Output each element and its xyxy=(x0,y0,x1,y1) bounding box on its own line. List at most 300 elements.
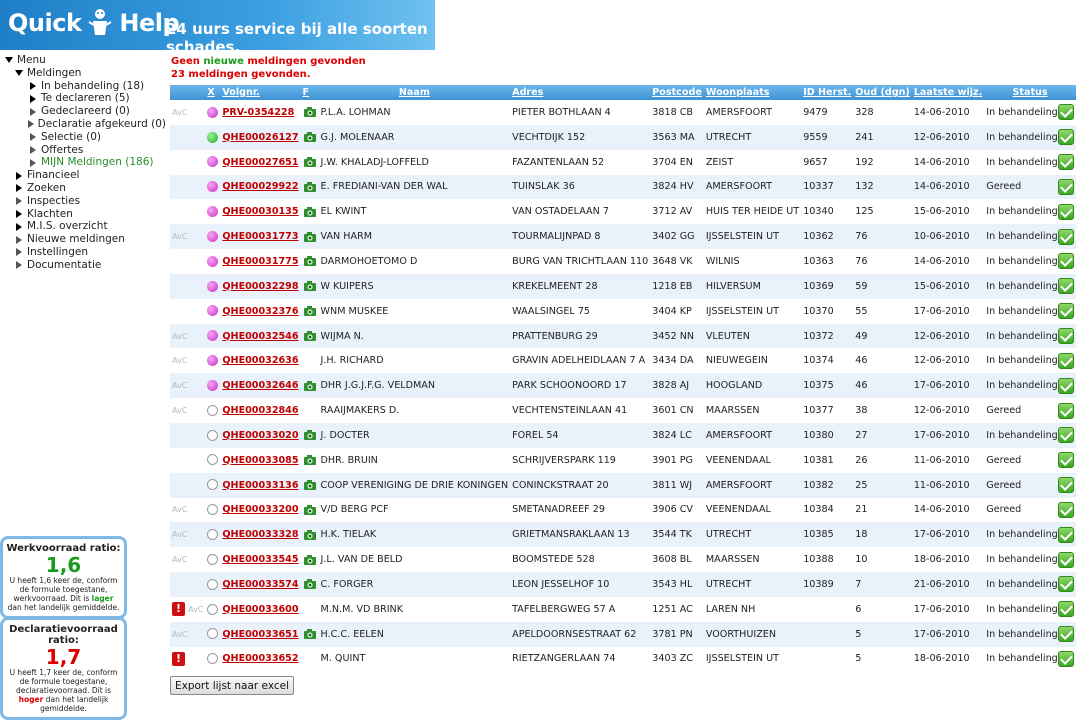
volgnr-link[interactable]: QHE00033545 xyxy=(222,554,299,566)
status-cell xyxy=(984,175,1076,200)
status-text: In behandeling xyxy=(986,380,1058,392)
status-dot-icon[interactable] xyxy=(207,579,218,590)
table-row[interactable] xyxy=(170,373,1076,398)
volgnr-link[interactable]: PRV-0354228 xyxy=(222,106,295,118)
camera-icon[interactable] xyxy=(303,206,317,218)
menu-selectie[interactable]: Selectie (0) xyxy=(4,131,166,144)
laatste-wijz-cell: 15-06-2010 xyxy=(912,274,984,299)
volgnr-link[interactable]: QHE00026127 xyxy=(222,131,299,143)
oud-cell: 49 xyxy=(853,324,912,349)
volgnr-link[interactable]: QHE00033651 xyxy=(222,628,299,640)
camera-icon[interactable] xyxy=(303,504,317,516)
export-excel-button[interactable]: Export lijst naar excel xyxy=(170,676,294,695)
naam-cell: H.C.C. EELEN xyxy=(319,622,511,647)
status-dot-icon[interactable] xyxy=(207,454,218,465)
check-icon[interactable] xyxy=(1058,129,1074,145)
oud-cell: 27 xyxy=(853,423,912,448)
laatste-wijz-cell: 18-06-2010 xyxy=(912,647,984,672)
camera-icon[interactable] xyxy=(303,305,317,317)
status-dot-icon[interactable] xyxy=(207,281,218,292)
status-dot-icon[interactable] xyxy=(207,405,218,416)
volgnr-link[interactable]: QHE00032636 xyxy=(222,355,299,367)
check-icon[interactable] xyxy=(1058,427,1074,443)
naam-cell: M.N.M. VD BRINK xyxy=(319,597,511,622)
naam-cell: RAAIJMAKERS D. xyxy=(319,398,511,423)
table-row[interactable] xyxy=(170,398,1076,423)
avc-cell xyxy=(170,175,205,200)
volgnr-link[interactable]: QHE00033200 xyxy=(222,504,299,516)
status-dot-icon[interactable] xyxy=(207,628,218,639)
oud-cell: 241 xyxy=(853,125,912,150)
status-cell xyxy=(984,448,1076,473)
camera-icon[interactable] xyxy=(303,131,317,143)
status-text: In behandeling xyxy=(986,255,1058,267)
status-dot-icon[interactable] xyxy=(207,107,218,118)
avc-cell xyxy=(170,448,205,473)
check-icon[interactable] xyxy=(1058,626,1074,642)
menu-root[interactable]: Menu xyxy=(4,54,166,67)
status-dot-icon[interactable] xyxy=(207,653,218,664)
table-row[interactable] xyxy=(170,175,1076,200)
collapsed-arrow-icon xyxy=(28,158,38,168)
status-text: In behandeling xyxy=(986,653,1058,665)
status-dot-cell xyxy=(205,597,220,622)
status-dot-icon[interactable] xyxy=(207,231,218,242)
woonplaats-cell: AMERSFOORT xyxy=(704,175,801,200)
volgnr-cell xyxy=(220,448,300,473)
status-dot-icon[interactable] xyxy=(207,132,218,143)
status-cell xyxy=(984,622,1076,647)
volgnr-cell xyxy=(220,622,300,647)
table-row[interactable] xyxy=(170,224,1076,249)
avc-cell xyxy=(170,299,205,324)
postcode-cell: 3601 CN xyxy=(650,398,704,423)
check-icon[interactable] xyxy=(1058,601,1074,617)
volgnr-link[interactable]: QHE00033574 xyxy=(222,578,299,590)
postcode-cell: 3608 BL xyxy=(650,547,704,572)
check-icon[interactable] xyxy=(1058,253,1074,269)
collapsed-arrow-icon xyxy=(14,171,24,181)
naam-cell: EL KWINT xyxy=(319,199,511,224)
collapsed-arrow-icon xyxy=(14,235,24,245)
menu-mijn-meldingen[interactable]: MIJN Meldingen (186) xyxy=(4,156,166,169)
table-row[interactable] xyxy=(170,100,1076,125)
status-dot-cell xyxy=(205,622,220,647)
check-icon[interactable] xyxy=(1058,378,1074,394)
camera-icon[interactable] xyxy=(303,429,317,441)
volgnr-cell xyxy=(220,249,300,274)
status-dot-icon[interactable] xyxy=(207,554,218,565)
camera-icon[interactable] xyxy=(303,628,317,640)
laatste-wijz-cell: 17-06-2010 xyxy=(912,597,984,622)
table-row[interactable] xyxy=(170,572,1076,597)
status-dot-icon[interactable] xyxy=(207,604,218,615)
menu-offertes[interactable]: Offertes xyxy=(4,144,166,157)
naam-cell: P.L.A. LOHMAN xyxy=(319,100,511,125)
camera-icon[interactable] xyxy=(303,578,317,590)
status-dot-icon[interactable] xyxy=(207,181,218,192)
camera-icon[interactable] xyxy=(303,554,317,566)
woonplaats-cell: HOOGLAND xyxy=(704,373,801,398)
table-row[interactable] xyxy=(170,274,1076,299)
oud-cell: 46 xyxy=(853,348,912,373)
naam-cell: DARMOHOETOMO D xyxy=(319,249,511,274)
check-icon[interactable] xyxy=(1058,278,1074,294)
status-dot-icon[interactable] xyxy=(207,256,218,267)
camera-icon[interactable] xyxy=(303,330,317,342)
laatste-wijz-cell: 17-06-2010 xyxy=(912,373,984,398)
volgnr-link[interactable]: QHE00030135 xyxy=(222,206,299,218)
status-text: Gereed xyxy=(986,405,1022,417)
volgnr-link[interactable]: QHE00032376 xyxy=(222,305,299,317)
menu-zoeken[interactable]: Zoeken xyxy=(4,182,166,195)
status-dot-icon[interactable] xyxy=(207,305,218,316)
menu-mis-overzicht[interactable]: M.I.S. overzicht xyxy=(4,220,166,233)
status-dot-icon[interactable] xyxy=(207,156,218,167)
status-cell xyxy=(984,299,1076,324)
camera-icon[interactable] xyxy=(303,529,317,541)
check-icon[interactable] xyxy=(1058,229,1074,245)
table-row[interactable] xyxy=(170,547,1076,572)
status-dot-cell xyxy=(205,547,220,572)
oud-cell: 10 xyxy=(853,547,912,572)
volgnr-cell xyxy=(220,473,300,498)
camera-icon[interactable] xyxy=(303,156,317,168)
avc-label: AvC xyxy=(172,629,188,639)
table-row[interactable] xyxy=(170,150,1076,175)
photo-cell xyxy=(301,150,319,175)
status-dot-icon[interactable] xyxy=(207,330,218,341)
menu-tree xyxy=(4,54,166,272)
postcode-cell: 1251 AC xyxy=(650,597,704,622)
check-icon[interactable] xyxy=(1058,104,1074,120)
postcode-cell: 3648 VK xyxy=(650,249,704,274)
volgnr-link[interactable]: QHE00032646 xyxy=(222,380,299,392)
oud-cell: 21 xyxy=(853,498,912,523)
table-row[interactable] xyxy=(170,199,1076,224)
status-cell xyxy=(984,274,1076,299)
check-icon[interactable] xyxy=(1058,651,1074,667)
oud-cell: 18 xyxy=(853,522,912,547)
table-row[interactable] xyxy=(170,473,1076,498)
id-herst-cell: 10369 xyxy=(801,274,853,299)
check-icon[interactable] xyxy=(1058,452,1074,468)
volgnr-cell xyxy=(220,522,300,547)
oud-cell: 55 xyxy=(853,299,912,324)
oud-cell: 5 xyxy=(853,647,912,672)
table-row[interactable] xyxy=(170,324,1076,349)
table-row[interactable] xyxy=(170,522,1076,547)
volgnr-link[interactable]: QHE00032846 xyxy=(222,405,299,417)
status-dot-icon[interactable] xyxy=(207,380,218,391)
photo-cell xyxy=(301,597,319,622)
status-cell xyxy=(984,324,1076,349)
check-icon[interactable] xyxy=(1058,328,1074,344)
check-icon[interactable] xyxy=(1058,576,1074,592)
volgnr-cell xyxy=(220,224,300,249)
menu-nieuwe-meldingen[interactable]: Nieuwe meldingen xyxy=(4,233,166,246)
status-dot-cell xyxy=(205,423,220,448)
check-icon[interactable] xyxy=(1058,552,1074,568)
woonplaats-cell: AMERSFOORT xyxy=(704,100,801,125)
photo-cell xyxy=(301,373,319,398)
table-row[interactable] xyxy=(170,448,1076,473)
woonplaats-cell: HUIS TER HEIDE UT xyxy=(704,199,801,224)
declaratievoorraad-ratio-box xyxy=(0,617,127,720)
camera-icon[interactable] xyxy=(303,106,317,118)
collapsed-arrow-icon xyxy=(14,196,24,206)
status-dot-cell xyxy=(205,175,220,200)
menu-meldingen[interactable]: Meldingen xyxy=(4,67,166,80)
status-dot-cell xyxy=(205,473,220,498)
status-dot-icon[interactable] xyxy=(207,479,218,490)
camera-icon[interactable] xyxy=(303,479,317,491)
tagline: 24 uurs service bij alle soorten schades. xyxy=(166,20,428,56)
status-dot-icon[interactable] xyxy=(207,504,218,515)
helper-figure-icon xyxy=(85,8,115,38)
table-row[interactable] xyxy=(170,125,1076,150)
status-dot-cell xyxy=(205,249,220,274)
postcode-cell: 3704 EN xyxy=(650,150,704,175)
status-cell xyxy=(984,522,1076,547)
woonplaats-cell: NIEUWEGEIN xyxy=(704,348,801,373)
collapsed-arrow-icon xyxy=(14,260,24,270)
menu-te-declareren[interactable]: Te declareren (5) xyxy=(4,92,166,105)
col-x[interactable]: X xyxy=(205,85,220,100)
table-row[interactable] xyxy=(170,647,1076,672)
avc-label: AvC xyxy=(172,381,188,391)
status-dot-icon[interactable] xyxy=(207,430,218,441)
table-header-row xyxy=(170,85,1076,100)
id-herst-cell: 10380 xyxy=(801,423,853,448)
camera-icon[interactable] xyxy=(303,380,317,392)
volgnr-link[interactable]: QHE00027651 xyxy=(222,156,299,168)
adres-cell: PIETER BOTHLAAN 4 xyxy=(510,100,650,125)
laatste-wijz-cell: 18-06-2010 xyxy=(912,547,984,572)
col-woonplaats[interactable]: Woonplaats xyxy=(704,85,801,100)
id-herst-cell: 9479 xyxy=(801,100,853,125)
check-icon[interactable] xyxy=(1058,179,1074,195)
laatste-wijz-cell: 10-06-2010 xyxy=(912,224,984,249)
menu-in-behandeling[interactable]: In behandeling (18) xyxy=(4,80,166,93)
status-dot-cell xyxy=(205,647,220,672)
naam-cell: H.K. TIELAK xyxy=(319,522,511,547)
photo-cell xyxy=(301,348,319,373)
check-icon[interactable] xyxy=(1058,403,1074,419)
volgnr-link[interactable]: QHE00032298 xyxy=(222,280,299,292)
meldingen-table xyxy=(170,85,1076,671)
photo-cell xyxy=(301,125,319,150)
status-dot-icon[interactable] xyxy=(207,206,218,217)
col-naam[interactable]: Naam xyxy=(319,85,511,100)
camera-icon[interactable] xyxy=(303,255,317,267)
menu-declaratie-afgekeurd[interactable]: Declaratie afgekeurd (0) xyxy=(4,118,166,131)
camera-icon[interactable] xyxy=(303,454,317,466)
adres-cell: BURG VAN TRICHTLAAN 110 xyxy=(510,249,650,274)
photo-cell xyxy=(301,572,319,597)
table-row[interactable] xyxy=(170,348,1076,373)
collapsed-arrow-icon xyxy=(28,132,38,142)
avc-label: AvC xyxy=(172,232,188,242)
menu-financieel[interactable]: Financieel xyxy=(4,169,166,182)
menu-documentatie[interactable]: Documentatie xyxy=(4,259,166,272)
status-cell xyxy=(984,647,1076,672)
status-cell xyxy=(984,423,1076,448)
check-icon[interactable] xyxy=(1058,502,1074,518)
avc-cell xyxy=(170,398,205,423)
status-text: Gereed xyxy=(986,454,1022,466)
table-row[interactable] xyxy=(170,597,1076,622)
avc-label: AvC xyxy=(172,555,188,565)
naam-cell: J.W. KHALADJ-LOFFELD xyxy=(319,150,511,175)
woonplaats-cell: MAARSSEN xyxy=(704,398,801,423)
table-row[interactable] xyxy=(170,299,1076,324)
check-icon[interactable] xyxy=(1058,154,1074,170)
id-herst-cell: 10385 xyxy=(801,522,853,547)
volgnr-link[interactable]: QHE00033020 xyxy=(222,429,299,441)
woonplaats-cell: HILVERSUM xyxy=(704,274,801,299)
status-dot-cell xyxy=(205,572,220,597)
col-adres[interactable]: Adres xyxy=(510,85,650,100)
status-dot-cell xyxy=(205,324,220,349)
status-cell xyxy=(984,224,1076,249)
check-icon[interactable] xyxy=(1058,353,1074,369)
table-row[interactable] xyxy=(170,498,1076,523)
oud-cell: 59 xyxy=(853,274,912,299)
menu-inspecties[interactable]: Inspecties xyxy=(4,195,166,208)
id-herst-cell: 10374 xyxy=(801,348,853,373)
woonplaats-cell: IJSSELSTEIN UT xyxy=(704,224,801,249)
avc-cell xyxy=(170,249,205,274)
adres-cell: TOURMALIJNPAD 8 xyxy=(510,224,650,249)
col-id-herst[interactable]: ID Herst. xyxy=(803,87,852,98)
status-dot-icon[interactable] xyxy=(207,529,218,540)
avc-cell xyxy=(170,324,205,349)
menu-instellingen[interactable]: Instellingen xyxy=(4,246,166,259)
adres-cell: VECHTENSTEINLAAN 41 xyxy=(510,398,650,423)
woonplaats-cell: LAREN NH xyxy=(704,597,801,622)
collapsed-arrow-icon xyxy=(14,183,24,193)
volgnr-link[interactable]: QHE00031775 xyxy=(222,255,299,267)
photo-cell xyxy=(301,324,319,349)
volgnr-link[interactable]: QHE00033652 xyxy=(222,653,299,665)
volgnr-link[interactable]: QHE00033085 xyxy=(222,454,299,466)
status-dot-cell xyxy=(205,498,220,523)
avc-cell xyxy=(170,199,205,224)
table-row[interactable] xyxy=(170,249,1076,274)
adres-cell: GRIETMANSRAKLAAN 13 xyxy=(510,522,650,547)
status-text: Gereed xyxy=(986,479,1022,491)
menu-klachten[interactable]: Klachten xyxy=(4,208,166,221)
id-herst-cell: 10382 xyxy=(801,473,853,498)
id-herst-cell: 10362 xyxy=(801,224,853,249)
id-herst-cell: 10384 xyxy=(801,498,853,523)
oud-cell: 26 xyxy=(853,448,912,473)
status-dot-cell xyxy=(205,373,220,398)
volgnr-link[interactable]: QHE00033600 xyxy=(222,603,299,615)
alarm-icon[interactable]: ! xyxy=(172,602,185,616)
oud-cell: 76 xyxy=(853,249,912,274)
laatste-wijz-cell: 14-06-2010 xyxy=(912,249,984,274)
volgnr-cell xyxy=(220,423,300,448)
photo-cell xyxy=(301,622,319,647)
table-row[interactable] xyxy=(170,622,1076,647)
camera-icon[interactable] xyxy=(303,280,317,292)
logo[interactable] xyxy=(8,8,179,38)
adres-cell: RIETZANGERLAAN 74 xyxy=(510,647,650,672)
werkvoorraad-ratio-title: Werkvoorraad ratio: xyxy=(6,543,121,554)
oud-cell: 38 xyxy=(853,398,912,423)
status-dot-cell xyxy=(205,522,220,547)
volgnr-link[interactable]: QHE00032546 xyxy=(222,330,299,342)
photo-cell xyxy=(301,547,319,572)
naam-cell: J.H. RICHARD xyxy=(319,348,511,373)
check-icon[interactable] xyxy=(1058,477,1074,493)
collapsed-arrow-icon xyxy=(28,119,35,129)
woonplaats-cell: VLEUTEN xyxy=(704,324,801,349)
expanded-arrow-icon xyxy=(4,55,14,65)
postcode-cell: 3824 HV xyxy=(650,175,704,200)
status-text: In behandeling xyxy=(986,280,1058,292)
camera-icon[interactable] xyxy=(303,181,317,193)
naam-cell: WNM MUSKEE xyxy=(319,299,511,324)
volgnr-cell xyxy=(220,348,300,373)
laatste-wijz-cell: 17-06-2010 xyxy=(912,622,984,647)
volgnr-link[interactable]: QHE00029922 xyxy=(222,181,299,193)
woonplaats-cell: WILNIS xyxy=(704,249,801,274)
status-text: In behandeling xyxy=(986,206,1058,218)
naam-cell: C. FORGER xyxy=(319,572,511,597)
check-icon[interactable] xyxy=(1058,527,1074,543)
table-row[interactable] xyxy=(170,423,1076,448)
avc-label: AvC xyxy=(172,331,188,341)
postcode-cell: 3543 HL xyxy=(650,572,704,597)
collapsed-arrow-icon xyxy=(14,247,24,257)
adres-cell: SMETANADREEF 29 xyxy=(510,498,650,523)
photo-cell xyxy=(301,398,319,423)
status-dot-cell xyxy=(205,125,220,150)
col-status[interactable]: Status xyxy=(984,85,1076,100)
laatste-wijz-cell: 21-06-2010 xyxy=(912,572,984,597)
expanded-arrow-icon xyxy=(14,68,24,78)
col-postcode[interactable]: Postcode xyxy=(652,87,702,98)
col-oud[interactable]: Oud (dgn) xyxy=(855,87,910,98)
volgnr-cell xyxy=(220,572,300,597)
avc-label: AvC xyxy=(172,530,188,540)
avc-label: AvC xyxy=(172,406,188,416)
status-dot-cell xyxy=(205,199,220,224)
laatste-wijz-cell: 11-06-2010 xyxy=(912,448,984,473)
menu-gedeclareerd[interactable]: Gedeclareerd (0) xyxy=(4,105,166,118)
camera-icon[interactable] xyxy=(303,231,317,243)
status-dot-icon[interactable] xyxy=(207,355,218,366)
volgnr-cell xyxy=(220,597,300,622)
check-icon[interactable] xyxy=(1058,204,1074,220)
volgnr-link[interactable]: QHE00033136 xyxy=(222,479,299,491)
volgnr-link[interactable]: QHE00031773 xyxy=(222,231,299,243)
woonplaats-cell: IJSSELSTEIN UT xyxy=(704,299,801,324)
volgnr-link[interactable]: QHE00033328 xyxy=(222,529,299,541)
volgnr-cell xyxy=(220,498,300,523)
status-text: In behandeling xyxy=(986,231,1058,243)
naam-cell: G.J. MOLENAAR xyxy=(319,125,511,150)
col-f[interactable]: F xyxy=(301,85,319,100)
col-laatste-wijz[interactable]: Laatste wijz. xyxy=(913,87,983,98)
photo-cell xyxy=(301,423,319,448)
alarm-icon[interactable]: ! xyxy=(172,652,185,666)
check-icon[interactable] xyxy=(1058,303,1074,319)
col-volgnr[interactable]: Volgnr. xyxy=(220,85,300,100)
